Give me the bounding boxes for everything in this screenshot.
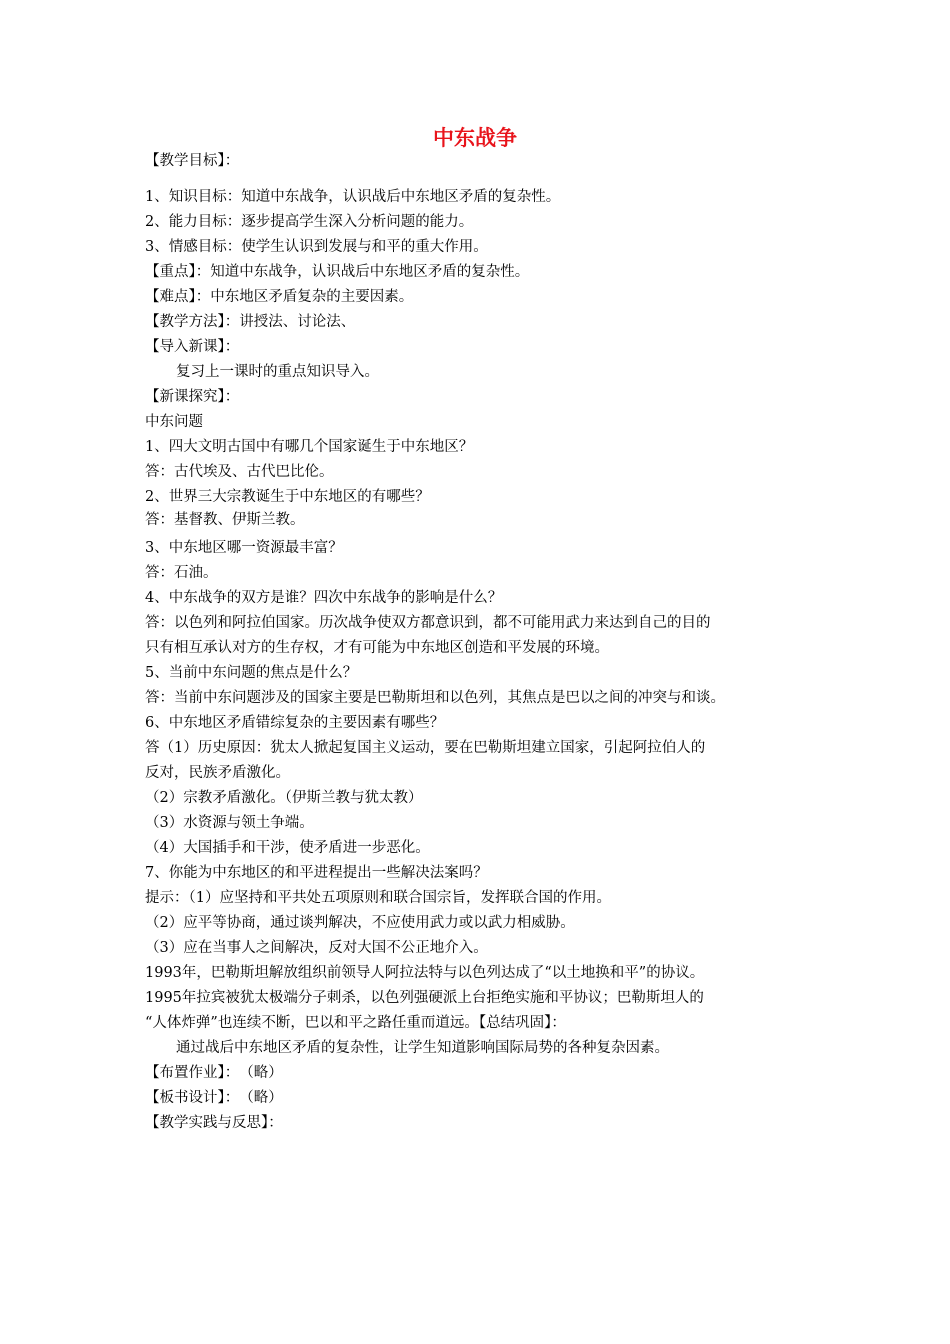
text-line: （3）水资源与领土争端。 <box>145 815 314 831</box>
text-line: 答：当前中东问题涉及的国家主要是巴勒斯坦和以色列，其焦点是巴以之间的冲突与和谈。 <box>145 690 725 706</box>
text-line: 5、当前中东问题的焦点是什么？ <box>145 665 358 681</box>
text-line: （3）应在当事人之间解决，反对大国不公正地介入。 <box>145 940 488 956</box>
text-line: 【导入新课】： <box>145 339 240 355</box>
text-line: 3、中东地区哪一资源最丰富？ <box>145 540 343 556</box>
text-line: 【教学实践与反思】： <box>145 1115 283 1131</box>
text-line: 提示：（1）应坚持和平共处五项原则和联合国宗旨，发挥联合国的作用。 <box>145 890 611 906</box>
text-line: 答：以色列和阿拉伯国家。历次战争使双方都意识到，都不可能用武力来达到自己的目的 <box>145 615 711 631</box>
text-line: 答（1）历史原因：犹太人掀起复国主义运动，要在巴勒斯坦建立国家，引起阿拉伯人的 <box>145 740 706 756</box>
text-line: 2、世界三大宗教诞生于中东地区的有哪些？ <box>145 489 430 505</box>
text-line: 答：石油。 <box>145 565 218 581</box>
text-line: 1、知识目标：知道中东战争，认识战后中东地区矛盾的复杂性。 <box>145 189 561 205</box>
text-line: 答：古代埃及、古代巴比伦。 <box>145 464 334 480</box>
text-line: 反对，民族矛盾激化。 <box>145 765 290 781</box>
text-line: 复习上一课时的重点知识导入。 <box>176 364 379 380</box>
text-line: 7、你能为中东地区的和平进程提出一些解决法案吗？ <box>145 865 488 881</box>
text-line: “人体炸弹”也连续不断，巴以和平之路任重而道远。【总结巩固】： <box>145 1015 566 1031</box>
text-line: 通过战后中东地区矛盾的复杂性，让学生知道影响国际局势的各种复杂因素。 <box>176 1040 669 1056</box>
text-line: 1、四大文明古国中有哪几个国家诞生于中东地区？ <box>145 439 474 455</box>
text-line: 1993年，巴勒斯坦解放组织前领导人阿拉法特与以色列达成了“以土地换和平”的协议。 <box>145 965 705 981</box>
text-line: 【布置作业】： （略） <box>145 1065 283 1081</box>
text-line: 【重点】：知道中东战争，认识战后中东地区矛盾的复杂性。 <box>145 264 530 280</box>
text-line: （2）应平等协商，通过谈判解决，不应使用武力或以武力相威胁。 <box>145 915 575 931</box>
text-line: 【板书设计】： （略） <box>145 1090 283 1106</box>
text-line: 中东问题 <box>145 414 203 430</box>
text-line: 2、能力目标：逐步提高学生深入分析问题的能力。 <box>145 214 474 230</box>
text-line: 只有相互承认对方的生存权，才有可能为中东地区创造和平发展的环境。 <box>145 640 609 656</box>
text-line: （2）宗教矛盾激化。（伊斯兰教与犹太教） <box>145 790 423 806</box>
text-line: 答：基督教、伊斯兰教。 <box>145 512 305 528</box>
text-line: 6、中东地区矛盾错综复杂的主要因素有哪些？ <box>145 715 445 731</box>
text-line: 【教学目标】： <box>145 153 240 169</box>
text-line: 【难点】：中东地区矛盾复杂的主要因素。 <box>145 289 414 305</box>
text-line: 【新课探究】： <box>145 389 240 405</box>
document-title: 中东战争 <box>433 126 517 150</box>
text-line: 【教学方法】：讲授法、讨论法、 <box>145 314 356 330</box>
text-line: （4）大国插手和干涉，使矛盾进一步恶化。 <box>145 840 430 856</box>
text-line: 1995年拉宾被犹太极端分子刺杀，以色列强硬派上台拒绝实施和平协议；巴勒斯坦人的 <box>145 990 704 1006</box>
text-line: 3、情感目标：使学生认识到发展与和平的重大作用。 <box>145 239 488 255</box>
text-line: 4、中东战争的双方是谁？四次中东战争的影响是什么？ <box>145 590 503 606</box>
